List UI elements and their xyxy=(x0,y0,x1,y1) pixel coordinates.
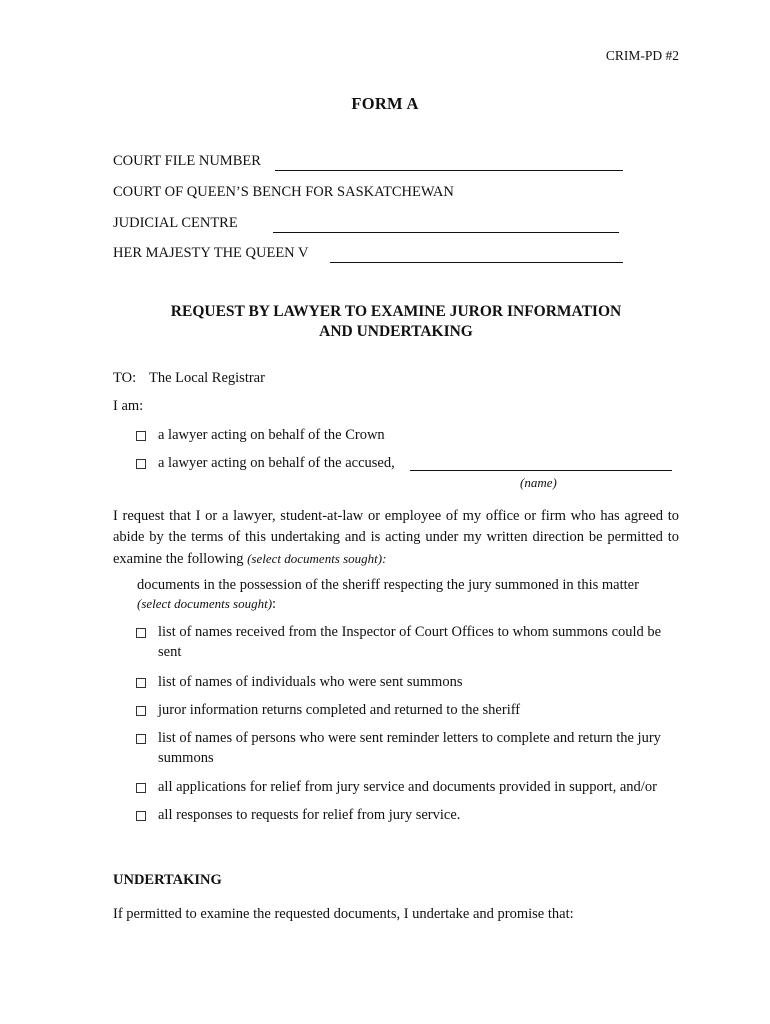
undertaking-text: If permitted to examine the requested documents, I undertake and promise that: xyxy=(113,906,574,922)
documents-hint-line xyxy=(137,596,276,613)
court-name: COURT OF QUEEN’S BENCH FOR SASKATCHEWAN xyxy=(113,184,454,200)
court-file-number-label: COURT FILE NUMBER xyxy=(113,153,261,169)
accused-lawyer-name-field[interactable] xyxy=(410,470,672,471)
accused-option-label: a lawyer acting on behalf of the accused, xyxy=(158,455,395,471)
doc-option-5-checkbox[interactable] xyxy=(136,783,146,793)
doc-option-6-checkbox[interactable] xyxy=(136,811,146,821)
doc-option-6-label: all responses to requests for relief from jury service. xyxy=(158,807,461,823)
doc-option-1-checkbox[interactable] xyxy=(136,628,146,638)
name-caption: (name) xyxy=(520,475,557,490)
court-file-number-field[interactable] xyxy=(275,170,623,171)
documents-hint: (select documents sought) xyxy=(137,596,273,611)
request-text: I request that I or a lawyer, student-at-law or employee of my office or firm who has agreed to abide by the terms of this undertaking and is acting under my written direction be permitted to examine the following xyxy=(113,508,679,567)
to-value: The Local Registrar xyxy=(149,370,265,386)
doc-option-4-label: list of names of persons who were sent reminder letters to complete and return the jury summons xyxy=(158,730,661,766)
doc-option-1-label: list of names received from the Inspector of Court Offices to whom summons could be sent xyxy=(158,624,662,660)
crown-checkbox[interactable] xyxy=(136,431,146,441)
form-id: CRIM-PD #2 xyxy=(605,48,679,63)
doc-option-2-label: list of names of individuals who were sent summons xyxy=(158,674,463,690)
judicial-centre-field[interactable] xyxy=(273,232,619,233)
accused-name-field[interactable] xyxy=(330,262,623,263)
style-of-cause-label: HER MAJESTY THE QUEEN V xyxy=(113,245,309,261)
request-hint: (select documents sought): xyxy=(247,551,387,566)
request-paragraph xyxy=(113,506,679,570)
documents-intro-text: documents in the possession of the sheriff respecting the jury summoned in this matter xyxy=(137,577,639,593)
form-title: FORM A xyxy=(351,94,419,113)
i-am-label: I am: xyxy=(113,398,144,414)
main-title-line1: REQUEST BY LAWYER TO EXAMINE JUROR INFORMATION xyxy=(170,303,622,320)
doc-option-5-label: all applications for relief from jury service and documents provided in support, and/or xyxy=(158,779,657,795)
undertaking-heading: UNDERTAKING xyxy=(113,872,222,888)
accused-checkbox[interactable] xyxy=(136,459,146,469)
doc-option-2-checkbox[interactable] xyxy=(136,678,146,688)
doc-option-3-label: juror information returns completed and returned to the sheriff xyxy=(158,702,521,718)
documents-colon: : xyxy=(272,596,277,612)
doc-option-3-checkbox[interactable] xyxy=(136,706,146,716)
main-title-line2: AND UNDERTAKING xyxy=(319,323,473,340)
to-label: TO: xyxy=(113,370,137,386)
doc-option-4-checkbox[interactable] xyxy=(136,734,146,744)
judicial-centre-label: JUDICIAL CENTRE xyxy=(113,215,238,231)
crown-option-label: a lawyer acting on behalf of the Crown xyxy=(158,427,385,443)
documents-intro xyxy=(137,575,679,596)
